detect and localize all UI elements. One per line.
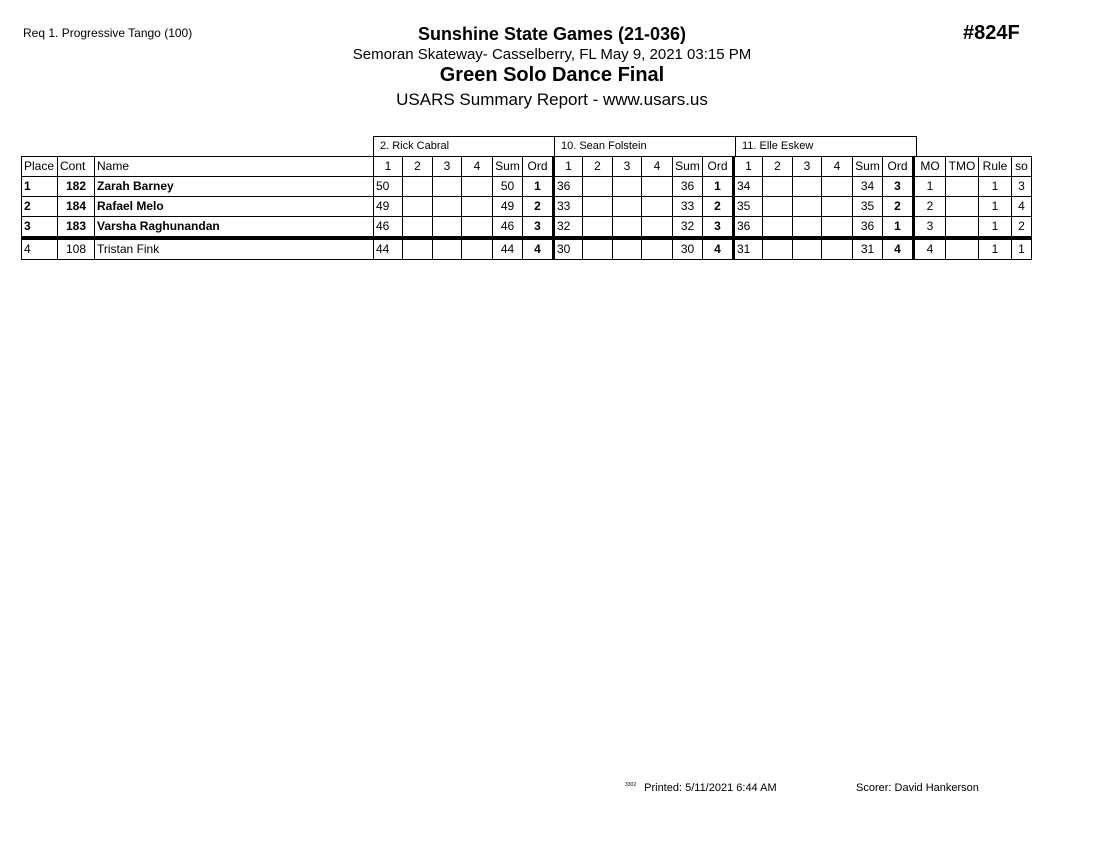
score-1-cell: 35: [734, 197, 763, 217]
score-4-cell: [822, 217, 853, 239]
score-1-header: 1: [554, 157, 583, 177]
ordinal-cell: 4: [883, 238, 914, 260]
score-3-header: 3: [613, 157, 642, 177]
score-1-header: 1: [374, 157, 403, 177]
mo-cell: 4: [914, 238, 946, 260]
tmo-cell: [946, 177, 979, 197]
report-title: USARS Summary Report - www.usars.us: [396, 90, 708, 109]
sum-cell: 44: [493, 238, 523, 260]
sum-cell: 46: [493, 217, 523, 239]
score-2-cell: [763, 238, 793, 260]
score-2-cell: [583, 177, 613, 197]
score-4-header: 4: [462, 157, 493, 177]
table-row: [22, 177, 1032, 197]
score-2-header: 2: [403, 157, 433, 177]
table-row: [22, 197, 1032, 217]
score-3-cell: [433, 197, 462, 217]
score-4-cell: [822, 197, 853, 217]
judge-header-row: [373, 136, 917, 156]
score-4-cell: [642, 177, 673, 197]
cont-cell: 108: [58, 238, 95, 260]
score-2-cell: [403, 217, 433, 239]
ordinal-cell: 4: [703, 238, 734, 260]
score-4-cell: [462, 197, 493, 217]
ord-header: Ord: [883, 157, 914, 177]
ordinal-cell: 3: [883, 177, 914, 197]
score-4-cell: [462, 217, 493, 239]
score-3-cell: [613, 197, 642, 217]
score-2-header: 2: [763, 157, 793, 177]
so-cell: 4: [1012, 197, 1032, 217]
score-3-cell: [433, 238, 462, 260]
ordinal-cell: 1: [523, 177, 554, 197]
ordinal-cell: 3: [703, 217, 734, 239]
ord-header: Ord: [523, 157, 554, 177]
sum-cell: 50: [493, 177, 523, 197]
score-4-header: 4: [822, 157, 853, 177]
score-1-cell: 34: [734, 177, 763, 197]
judge-name: 2. Rick Cabral: [374, 137, 555, 157]
score-1-cell: 46: [374, 217, 403, 239]
ordinal-cell: 3: [523, 217, 554, 239]
score-4-cell: [462, 238, 493, 260]
mo-header: MO: [914, 157, 946, 177]
tmo-cell: [946, 217, 979, 239]
score-1-cell: 36: [554, 177, 583, 197]
score-1-cell: 33: [554, 197, 583, 217]
venue-date-line: Semoran Skateway- Casselberry, FL May 9, 2021 03:15 PM: [352, 46, 752, 63]
ordinal-cell: 2: [703, 197, 734, 217]
so-cell: 3: [1012, 177, 1032, 197]
sum-header: Sum: [673, 157, 703, 177]
so-header: so: [1012, 157, 1032, 177]
score-1-cell: 36: [734, 217, 763, 239]
column-header-row: [22, 157, 1032, 177]
rule-cell: 1: [979, 197, 1012, 217]
score-4-cell: [822, 238, 853, 260]
score-3-cell: [793, 177, 822, 197]
so-cell: 2: [1012, 217, 1032, 239]
score-3-cell: [613, 177, 642, 197]
ordinal-cell: 2: [523, 197, 554, 217]
sum-cell: 36: [853, 217, 883, 239]
printed-timestamp: [625, 782, 777, 794]
score-4-cell: [642, 217, 673, 239]
score-3-cell: [613, 217, 642, 239]
ordinal-cell: 1: [703, 177, 734, 197]
results-table: [21, 156, 1032, 260]
judge-name: 10. Sean Folstein: [555, 137, 736, 157]
place-header: Place: [22, 157, 58, 177]
score-3-header: 3: [433, 157, 462, 177]
sum-cell: 33: [673, 197, 703, 217]
printed-label: Printed: 5/11/2021 6:44 AM: [644, 782, 777, 794]
mo-cell: 2: [914, 197, 946, 217]
score-1-header: 1: [734, 157, 763, 177]
name-header: Name: [95, 157, 374, 177]
sum-cell: 49: [493, 197, 523, 217]
so-cell: 1: [1012, 238, 1032, 260]
competition-title: Sunshine State Games (21-036): [417, 24, 687, 44]
cont-cell: 183: [58, 217, 95, 239]
score-3-cell: [613, 238, 642, 260]
sum-cell: 35: [853, 197, 883, 217]
score-1-cell: 32: [554, 217, 583, 239]
event-title: Green Solo Dance Final: [439, 64, 665, 86]
score-2-header: 2: [583, 157, 613, 177]
score-2-cell: [403, 177, 433, 197]
event-number: #824F: [963, 22, 1020, 44]
sum-header: Sum: [853, 157, 883, 177]
sum-header: Sum: [493, 157, 523, 177]
mo-cell: 3: [914, 217, 946, 239]
score-1-cell: 49: [374, 197, 403, 217]
sum-cell: 36: [673, 177, 703, 197]
ordinal-cell: 4: [523, 238, 554, 260]
table-row: [22, 238, 1032, 260]
score-4-cell: [462, 177, 493, 197]
score-2-cell: [583, 197, 613, 217]
place-cell: 4: [22, 238, 58, 260]
place-cell: 3: [22, 217, 58, 239]
score-1-cell: 44: [374, 238, 403, 260]
skater-name-cell: Zarah Barney: [95, 177, 374, 197]
tmo-header: TMO: [946, 157, 979, 177]
sum-cell: 30: [673, 238, 703, 260]
table-row: [22, 217, 1032, 239]
skater-name-cell: Varsha Raghunandan: [95, 217, 374, 239]
judge-name: 11. Elle Eskew: [736, 137, 917, 157]
score-2-cell: [403, 238, 433, 260]
sum-cell: 32: [673, 217, 703, 239]
rule-cell: 1: [979, 177, 1012, 197]
sum-cell: 34: [853, 177, 883, 197]
score-2-cell: [763, 177, 793, 197]
ordinal-cell: 1: [883, 217, 914, 239]
score-1-cell: 31: [734, 238, 763, 260]
cont-cell: 182: [58, 177, 95, 197]
score-4-header: 4: [642, 157, 673, 177]
sum-cell: 31: [853, 238, 883, 260]
score-3-cell: [433, 177, 462, 197]
ord-header: Ord: [703, 157, 734, 177]
score-3-cell: [793, 197, 822, 217]
score-3-cell: [793, 238, 822, 260]
score-3-cell: [793, 217, 822, 239]
rule-header: Rule: [979, 157, 1012, 177]
score-2-cell: [583, 217, 613, 239]
score-3-header: 3: [793, 157, 822, 177]
cont-header: Cont: [58, 157, 95, 177]
score-2-cell: [583, 238, 613, 260]
rule-cell: 1: [979, 238, 1012, 260]
skater-name-cell: Tristan Fink: [95, 238, 374, 260]
tmo-cell: [946, 197, 979, 217]
rule-cell: 1: [979, 217, 1012, 239]
score-4-cell: [642, 197, 673, 217]
score-3-cell: [433, 217, 462, 239]
score-2-cell: [763, 217, 793, 239]
score-1-cell: 30: [554, 238, 583, 260]
ordinal-cell: 2: [883, 197, 914, 217]
score-1-cell: 50: [374, 177, 403, 197]
place-cell: 2: [22, 197, 58, 217]
score-2-cell: [763, 197, 793, 217]
tmo-cell: [946, 238, 979, 260]
print-code: 3302: [625, 782, 637, 788]
skater-name-cell: Rafael Melo: [95, 197, 374, 217]
cont-cell: 184: [58, 197, 95, 217]
mo-cell: 1: [914, 177, 946, 197]
place-cell: 1: [22, 177, 58, 197]
score-2-cell: [403, 197, 433, 217]
scorer-label: Scorer: David Hankerson: [856, 782, 979, 794]
score-4-cell: [822, 177, 853, 197]
requirement-label: Req 1. Progressive Tango (100): [23, 26, 193, 40]
score-4-cell: [642, 238, 673, 260]
